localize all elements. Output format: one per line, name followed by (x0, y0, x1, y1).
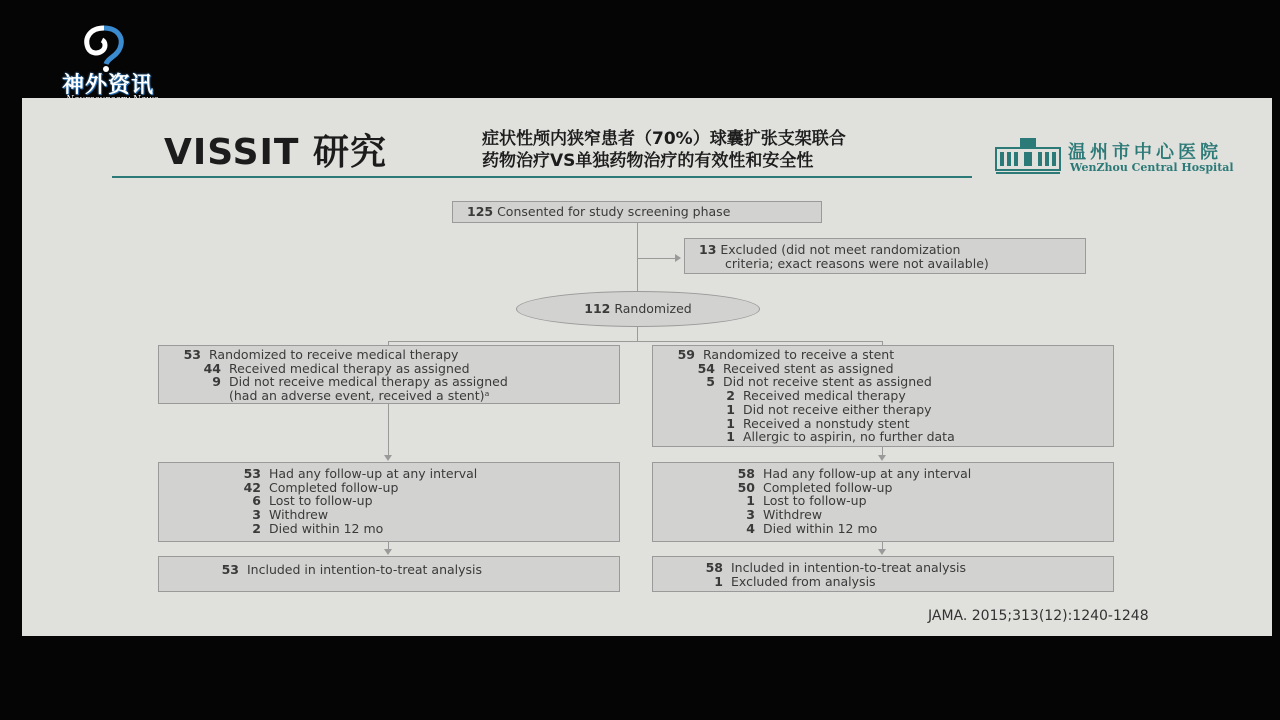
hospital-name-cn: 温州市中心医院 (1068, 142, 1222, 163)
flow-text: Included in intention-to-treat analysis (731, 560, 967, 575)
flow-text: Did not receive stent as assigned (723, 374, 932, 390)
stent-analysis-arrowhead (878, 549, 886, 555)
flow-text: Received a nonstudy stent (743, 415, 910, 431)
connector-stent-followup (882, 447, 883, 455)
stent-allocation-box (652, 345, 1114, 447)
flow-row (159, 348, 619, 362)
excluded-line-1 (699, 243, 1085, 257)
flow-row (159, 467, 619, 481)
title-divider (112, 176, 972, 178)
hospital-logo (994, 136, 1274, 176)
flow-count: 6 (252, 493, 261, 509)
connector-randomize-split (637, 327, 638, 341)
flow-row (653, 362, 1113, 376)
randomized-count: 112 (584, 301, 611, 316)
flow-count: 2 (252, 520, 261, 536)
flow-row (653, 508, 1113, 522)
flow-text: Completed follow-up (269, 479, 399, 495)
flow-count: 42 (243, 479, 261, 495)
flow-row (159, 494, 619, 508)
flow-text: Withdrew (269, 507, 329, 523)
randomized-ellipse (516, 291, 760, 327)
flow-row (653, 417, 1113, 431)
excluded-text-2: criteria; exact reasons were not available) (725, 255, 989, 271)
logo-chinese-text: 神外资讯 (62, 73, 155, 98)
subtitle-line-2: 药物治疗VS单独药物治疗的有效性和安全性 (482, 151, 814, 171)
flow-count: 53 (183, 347, 201, 362)
flow-row (653, 494, 1113, 508)
flow-row (653, 430, 1113, 444)
excluded-line-2 (699, 257, 1085, 271)
flow-count: 50 (737, 479, 755, 495)
excluded-text-1: Excluded (did not meet randomization (720, 242, 961, 257)
connector-medical-followup (388, 404, 389, 456)
slide (22, 98, 1272, 636)
flow-text: Lost to follow-up (763, 493, 867, 509)
flow-text: Allergic to aspirin, no further data (743, 429, 955, 445)
screening-count: 125 (467, 204, 494, 219)
flow-row (653, 561, 1113, 575)
flow-text: (had an adverse event, received a stent)ᵃ (229, 388, 490, 404)
flow-text: Received medical therapy (743, 388, 906, 404)
connector-split-horizontal (388, 341, 882, 342)
flow-row (653, 481, 1113, 495)
flow-count: 58 (705, 560, 723, 575)
flow-text: Had any follow-up at any interval (763, 466, 972, 481)
medical-analysis-arrowhead (384, 549, 392, 555)
flow-row (159, 563, 619, 577)
flow-row (653, 403, 1113, 417)
excluded-box (684, 238, 1086, 274)
flow-row (653, 348, 1113, 362)
brain-question-icon (78, 24, 130, 72)
flow-text: Completed follow-up (763, 479, 893, 495)
flow-row (159, 389, 619, 403)
flow-text: Withdrew (763, 507, 823, 523)
medical-analysis-box (158, 556, 620, 592)
flow-text: Did not receive either therapy (743, 401, 932, 417)
hospital-building-icon (994, 136, 1062, 176)
screening-row (467, 204, 730, 219)
screening-box (452, 201, 822, 223)
flow-text: Did not receive medical therapy as assigned (229, 374, 508, 390)
excluded-count: 13 (699, 242, 717, 257)
flow-count: 2 (726, 388, 735, 404)
citation: JAMA. 2015;313(12):1240-1248 (928, 608, 1149, 624)
flow-row (653, 389, 1113, 403)
flow-count: 54 (697, 360, 715, 376)
flow-text: Received medical therapy as assigned (229, 360, 470, 376)
flow-text: Died within 12 mo (763, 520, 878, 536)
flow-count: 3 (746, 507, 755, 523)
slide-subtitle (482, 128, 962, 172)
flow-row (653, 575, 1113, 589)
flow-count: 5 (706, 374, 715, 390)
connector-exclusion (637, 258, 675, 259)
flow-count: 1 (746, 493, 755, 509)
flow-row (159, 522, 619, 536)
slide-title: VISSIT 研究 (164, 132, 387, 173)
flow-count: 1 (726, 429, 735, 445)
flow-text: Randomized to receive a stent (703, 347, 895, 362)
flow-row (653, 467, 1113, 481)
flow-text: Excluded from analysis (731, 573, 876, 589)
flow-text: Received stent as assigned (723, 360, 894, 376)
stent-analysis-box (652, 556, 1114, 592)
flow-count: 1 (726, 415, 735, 431)
flow-count: 3 (252, 507, 261, 523)
screening-text: Consented for study screening phase (497, 204, 731, 219)
flow-count: 1 (726, 401, 735, 417)
subtitle-line-1: 症状性颅内狭窄患者（70%）球囊扩张支架联合 (482, 129, 846, 149)
flow-count: 1 (714, 573, 723, 589)
flow-row (159, 362, 619, 376)
flow-count: 44 (203, 360, 221, 376)
flow-row (653, 375, 1113, 389)
exclusion-arrowhead (675, 254, 681, 262)
medical-allocation-box (158, 345, 620, 404)
flow-text: Included in intention-to-treat analysis (247, 562, 483, 577)
flow-count: 9 (212, 374, 221, 390)
hospital-name-en: WenZhou Central Hospital (1070, 161, 1234, 174)
flow-count: 53 (221, 562, 239, 577)
flow-count: 4 (746, 520, 755, 536)
flow-text: Died within 12 mo (269, 520, 384, 536)
flow-count: 53 (243, 466, 261, 481)
medical-followup-arrowhead (384, 455, 392, 461)
flow-row (653, 522, 1113, 536)
flow-row (159, 481, 619, 495)
stent-followup-arrowhead (878, 455, 886, 461)
flow-text: Randomized to receive medical therapy (209, 347, 459, 362)
news-logo (60, 24, 170, 106)
medical-followup-box (158, 462, 620, 542)
flow-text: Lost to follow-up (269, 493, 373, 509)
randomized-text: Randomized (614, 301, 692, 316)
flow-row (159, 375, 619, 389)
flow-text: Had any follow-up at any interval (269, 466, 478, 481)
flow-count: 58 (737, 466, 755, 481)
stent-followup-box (652, 462, 1114, 542)
flow-row (159, 508, 619, 522)
flow-count: 59 (677, 347, 695, 362)
